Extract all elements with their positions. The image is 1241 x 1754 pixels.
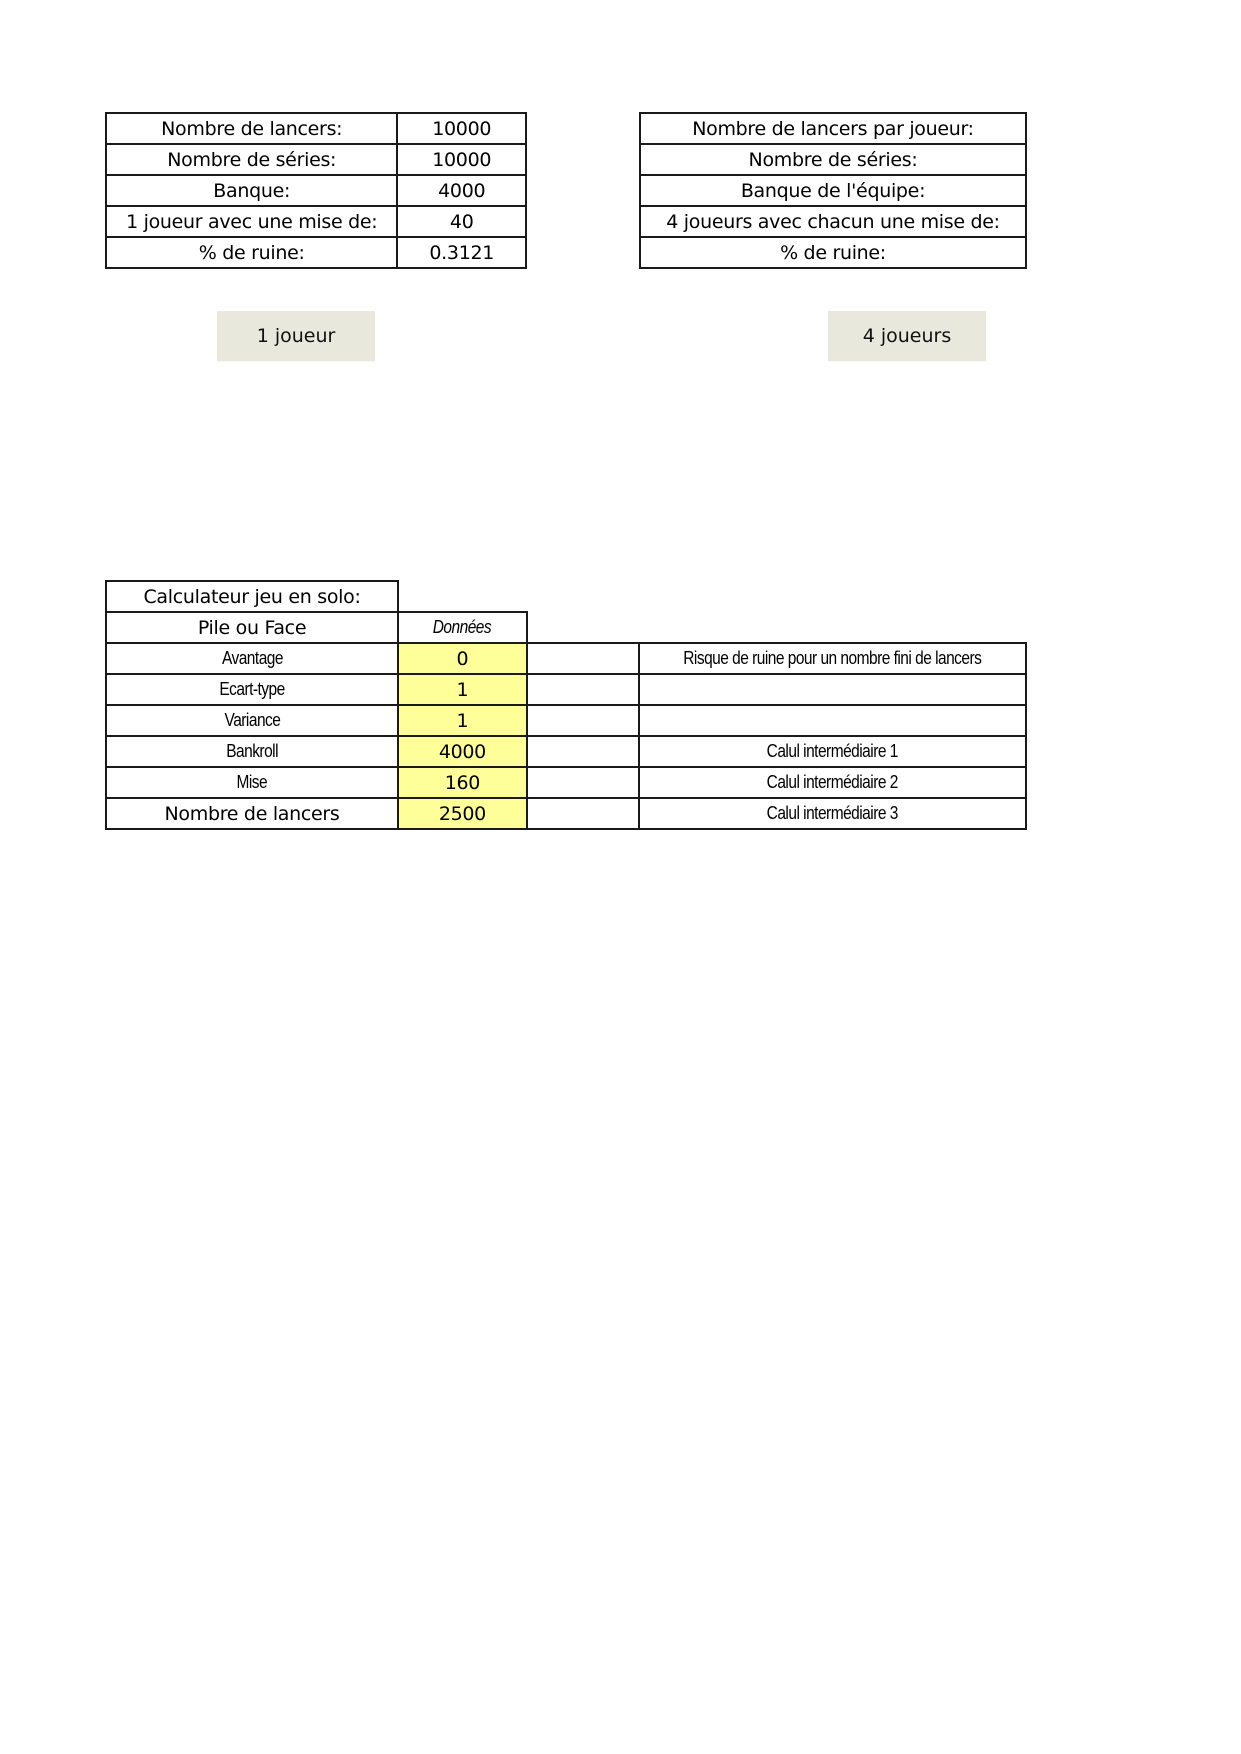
calculator-subtitle: Pile ou Face — [106, 612, 398, 643]
note-text: Calul intermédiaire 1 — [767, 741, 899, 761]
input-cell-avantage[interactable]: 0 — [398, 643, 527, 674]
calculator-header-row — [106, 612, 1026, 643]
input-cell-mise[interactable]: 160 — [398, 767, 527, 798]
label-cell[interactable]: Banque de l'équipe: — [640, 175, 1026, 206]
calculator-title: Calculateur jeu en solo: — [106, 581, 398, 612]
note-text: Risque de ruine pour un nombre fini de lancers — [683, 648, 982, 668]
input-cell-variance[interactable]: 1 — [398, 705, 527, 736]
empty-cell — [527, 581, 639, 612]
table-row — [106, 175, 526, 206]
note-text: Calul intermédiaire 3 — [767, 803, 899, 823]
label-cell: % de ruine: — [106, 237, 397, 268]
label-text: Ecart-type — [219, 679, 285, 699]
empty-cell — [527, 612, 639, 643]
empty-cell — [639, 612, 1026, 643]
label-cell — [106, 705, 398, 736]
input-cell-ecart-type[interactable]: 1 — [398, 674, 527, 705]
result-cell[interactable] — [527, 643, 639, 674]
table-row — [640, 206, 1026, 237]
table-row — [106, 643, 1026, 674]
note-cell — [639, 736, 1026, 767]
table-row — [106, 705, 1026, 736]
label-cell: Nombre de lancers: — [106, 113, 397, 144]
note-cell[interactable] — [639, 674, 1026, 705]
label-cell: Nombre de séries: — [106, 144, 397, 175]
table-row — [106, 113, 526, 144]
value-cell[interactable]: 40 — [397, 206, 526, 237]
table-row — [106, 798, 1026, 829]
label-text: Bankroll — [226, 741, 278, 761]
team-table — [639, 112, 1027, 269]
label-cell — [106, 643, 398, 674]
calculator-title-row — [106, 581, 1026, 612]
solo-calculator-table — [105, 580, 1027, 830]
one-player-button-label: 1 joueur — [256, 325, 336, 347]
one-player-button[interactable] — [217, 311, 375, 361]
label-cell: Banque: — [106, 175, 397, 206]
data-column-header-text: Données — [433, 617, 492, 637]
table-row — [106, 674, 1026, 705]
table-row — [640, 175, 1026, 206]
label-text: Mise — [236, 772, 268, 792]
table-row — [640, 144, 1026, 175]
table-row — [640, 113, 1026, 144]
result-cell[interactable] — [527, 798, 639, 829]
label-cell — [106, 736, 398, 767]
input-cell-bankroll[interactable]: 4000 — [398, 736, 527, 767]
label-cell[interactable]: Nombre de séries: — [640, 144, 1026, 175]
label-cell[interactable]: Nombre de lancers par joueur: — [640, 113, 1026, 144]
value-cell[interactable]: 4000 — [397, 175, 526, 206]
table-row — [106, 736, 1026, 767]
result-cell[interactable] — [527, 767, 639, 798]
table-row — [106, 767, 1026, 798]
single-player-table — [105, 112, 527, 269]
four-players-button-label: 4 joueurs — [862, 325, 952, 347]
note-text: Calul intermédiaire 2 — [767, 772, 899, 792]
empty-cell — [398, 581, 527, 612]
note-cell — [639, 643, 1026, 674]
label-text: Variance — [224, 710, 280, 730]
result-cell[interactable] — [527, 674, 639, 705]
input-cell-nombre-lancers[interactable]: 2500 — [398, 798, 527, 829]
result-cell[interactable] — [527, 705, 639, 736]
empty-cell — [639, 581, 1026, 612]
label-text: Avantage — [221, 648, 283, 668]
label-cell: Nombre de lancers — [106, 798, 398, 829]
ruin-percent-cell[interactable]: 0.3121 — [397, 237, 526, 268]
table-row — [640, 237, 1026, 268]
value-cell[interactable]: 10000 — [397, 113, 526, 144]
note-cell — [639, 767, 1026, 798]
table-row — [106, 144, 526, 175]
label-cell — [106, 767, 398, 798]
label-cell — [106, 674, 398, 705]
table-row — [106, 237, 526, 268]
value-cell[interactable]: 10000 — [397, 144, 526, 175]
four-players-button[interactable] — [828, 311, 986, 361]
note-cell[interactable] — [639, 705, 1026, 736]
table-row — [106, 206, 526, 237]
result-cell[interactable] — [527, 736, 639, 767]
label-cell[interactable]: 4 joueurs avec chacun une mise de: — [640, 206, 1026, 237]
label-cell: 1 joueur avec une mise de: — [106, 206, 397, 237]
data-column-header — [398, 612, 527, 643]
note-cell — [639, 798, 1026, 829]
label-cell[interactable]: % de ruine: — [640, 237, 1026, 268]
